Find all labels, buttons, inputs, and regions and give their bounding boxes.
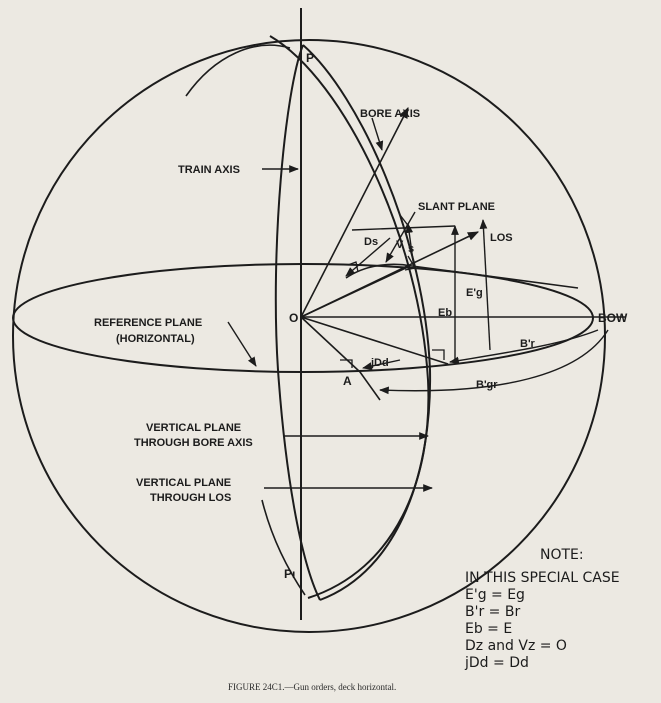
label-a: A (343, 374, 352, 388)
note-line-5: Dz and Vz = O (465, 638, 567, 654)
label-p1: Pı (284, 567, 296, 581)
label-ref-plane-2: (HORIZONTAL) (116, 333, 195, 345)
label-los: LOS (490, 232, 513, 244)
a-extension-line (360, 372, 380, 400)
note-line-3: B'r = Br (465, 604, 521, 620)
note-line-2: E'g = Eg (465, 587, 525, 603)
upper-small-arc (186, 45, 290, 96)
label-eg-prime: E'g (466, 287, 483, 299)
note-line-4: Eb = E (465, 621, 513, 637)
label-ds: Ds (364, 236, 379, 248)
ref-plane-leader (228, 322, 256, 366)
eg-measure-line (483, 220, 490, 350)
label-bow: BOW (598, 311, 628, 325)
label-ref-plane-1: REFERENCE PLANE (94, 317, 203, 329)
sphere-outline (13, 40, 605, 632)
label-p: P (306, 51, 315, 65)
vertical-plane-bore-circle (303, 45, 430, 600)
note-line-6: jDd = Dd (465, 655, 529, 671)
figure-caption: FIGURE 24C1.—Gun orders, deck horizontal. (228, 682, 397, 692)
label-train-axis: TRAIN AXIS (178, 164, 240, 176)
right-angle-mark-a (340, 360, 352, 368)
right-angle-mark-los (432, 350, 444, 360)
label-jdd: jDd (371, 357, 389, 369)
note-title: NOTE: (540, 547, 584, 563)
label-o: O (289, 311, 299, 325)
slant-intersection-line (301, 266, 410, 317)
slant-plane-arc (346, 264, 578, 288)
label-bore-axis: BORE AXIS (360, 108, 421, 120)
label-eb: Eb (438, 307, 453, 319)
bore-axis-leader (372, 118, 382, 150)
label-s: s (408, 243, 415, 255)
label-vp-bore-2: THROUGH BORE AXIS (134, 437, 253, 449)
label-bgr-prime: B'gr (476, 379, 498, 391)
label-vp-bore-1: VERTICAL PLANE (146, 422, 242, 434)
label-br-prime: B'r (520, 338, 535, 350)
label-slant-plane: SLANT PLANE (418, 201, 495, 213)
oa-line (301, 317, 360, 372)
note-line-1: IN THIS SPECIAL CASE (465, 570, 620, 586)
label-vp-los-2: THROUGH LOS (150, 492, 232, 504)
label-vp-los-1: VERTICAL PLANE (136, 477, 232, 489)
label-v: V (396, 239, 404, 251)
